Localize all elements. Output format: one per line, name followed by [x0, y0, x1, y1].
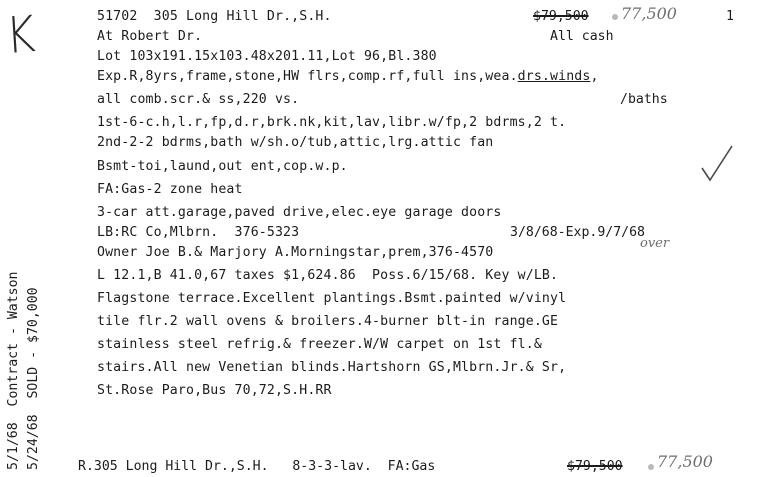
remarks-line-4: stairs.All new Venetian blinds.Hartshorn GS,Mlbrn.Jr.& Sr, [97, 360, 567, 375]
listing-number: 51702 [97, 9, 138, 24]
remarks-line-3: stainless steel refrig.& freezer.W/W carpet on 1st fl.& [97, 337, 542, 352]
screens-line: all comb.scr.& ss,220 vs. [97, 92, 300, 107]
listing-broker: LB:RC Co,Mlbrn. 376-5323 [97, 225, 300, 240]
basement-line: Bsmt-toi,laund,out ent,cop.w.p. [97, 159, 348, 174]
garage-line: 3-car att.garage,paved drive,elec.eye garage doors [97, 205, 502, 220]
over-note-handwritten: over [640, 236, 670, 251]
cross-street: At Robert Dr. [97, 29, 203, 44]
baths-insert: /baths [620, 92, 668, 107]
terms: All cash [550, 29, 614, 44]
exterior-line: Exp.R,8yrs,frame,stone,HW flrs,comp.rf,full ins,wea.drs.winds, [97, 69, 599, 84]
card-number: 1 [726, 9, 734, 24]
original-price: $79,500 [533, 9, 589, 24]
lot-line: Lot 103x191.15x103.48x201.11,Lot 96,Bl.380 [97, 49, 437, 64]
remarks-line-1: Flagstone terrace.Excellent plantings.Bsmt.painted w/vinyl [97, 291, 567, 306]
footer-revised-price-handwritten: 77,500 [657, 452, 713, 471]
price-dot-1 [612, 14, 618, 20]
heat-line: FA:Gas-2 zone heat [97, 182, 243, 197]
remarks-line-2: tile flr.2 wall ovens & broilers.4-burner blt-in range.GE [97, 314, 559, 329]
price-dot-2 [648, 464, 654, 470]
contract-stamp: 5/1/68 Contract - Watson [6, 271, 21, 470]
listing-dates: 3/8/68-Exp.9/7/68 [510, 225, 645, 240]
owner-line: Owner Joe B.& Marjory A.Morningstar,prem,376-4570 [97, 245, 494, 260]
margin-mark-k: K [3, 4, 37, 66]
first-floor-line: 1st-6-c.h,l.r,fp,d.r,brk.nk,kit,lav,libr.w/fp,2 bdrms,2 t. [97, 115, 567, 130]
footer-original-price: $79,500 [567, 459, 623, 474]
second-floor-line: 2nd-2-2 bdrms,bath w/sh.o/tub,attic,lrg.attic fan [97, 135, 494, 150]
header-line [97, 7, 332, 27]
footer-index-line: R.305 Long Hill Dr.,S.H. 8-3-3-lav. FA:Gas [78, 459, 436, 474]
revised-price-handwritten: 77,500 [621, 4, 677, 23]
check-mark-icon [700, 142, 736, 184]
listing-address: 305 Long Hill Dr.,S.H. [153, 9, 332, 24]
sold-stamp: 5/24/68 SOLD - $70,000 [26, 287, 41, 470]
taxes-line: L 12.1,B 41.0,67 taxes $1,624.86 Poss.6/15/68. Key w/LB. [97, 268, 559, 283]
remarks-line-5: St.Rose Paro,Bus 70,72,S.H.RR [97, 383, 332, 398]
